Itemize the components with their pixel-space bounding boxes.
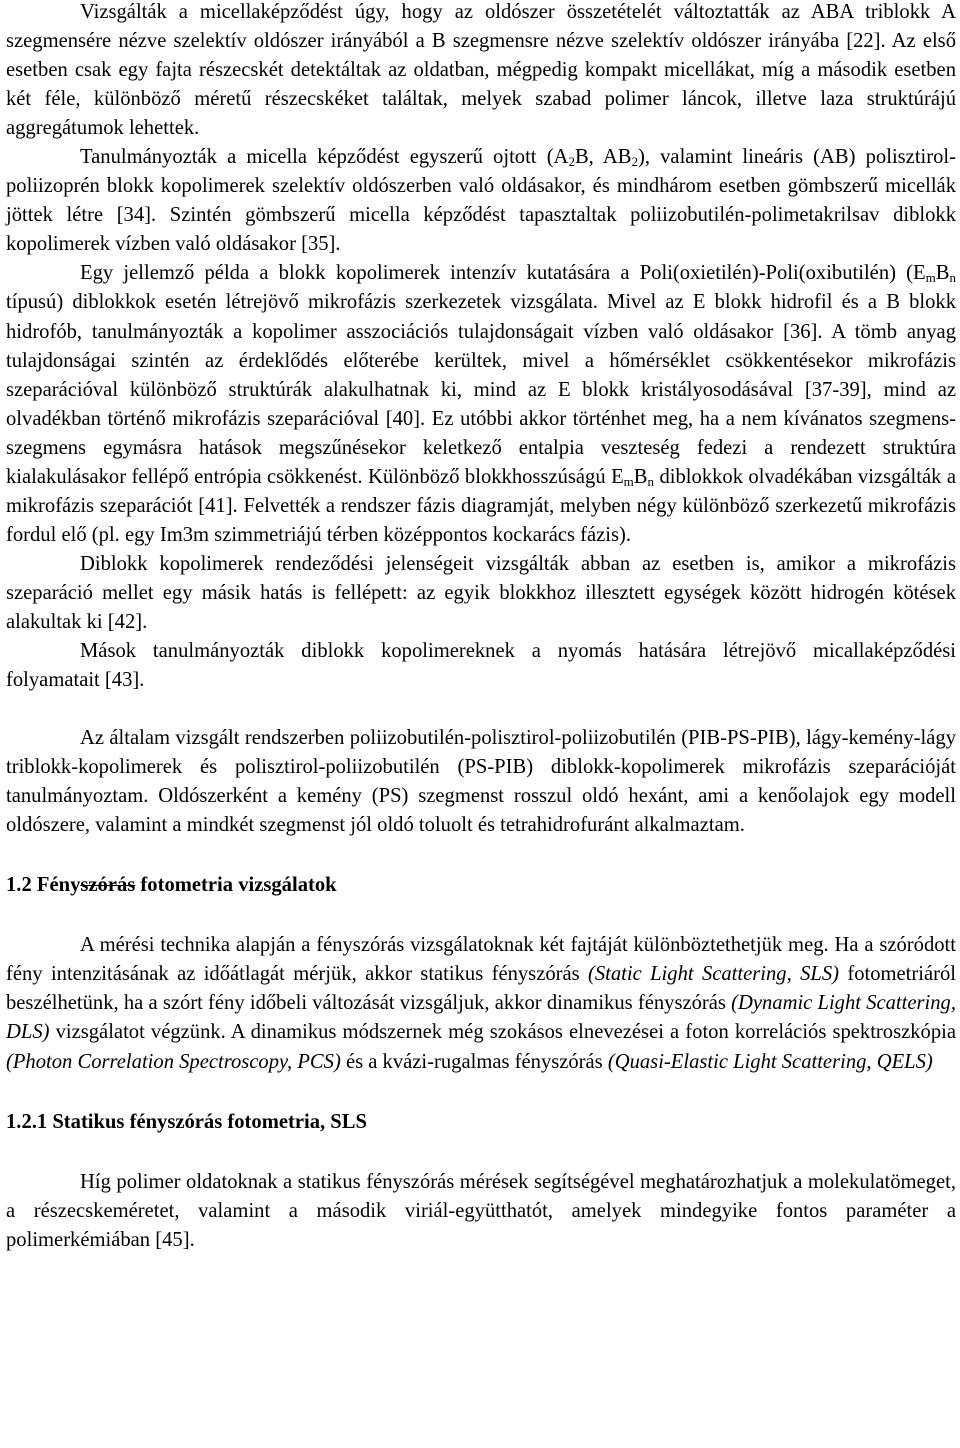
subscript: m	[623, 473, 634, 489]
text-run: ), valamint lineáris (AB) polisztirol-poliizoprén blokk kopolimerek szelektív oldószerben való oldásakor, és mindhárom esetben gömbszerű micellák jöttek létre [34]. Szintén gömbszerű micella képződést tapasztaltak poliizobutilén-polimetakrilsav diblokk kopolimerek vízben való oldásakor [35].	[6, 146, 957, 256]
document-page	[6, 0, 956, 1255]
text-run: és a kvázi-rugalmas fényszórás	[340, 1050, 608, 1073]
spacer	[6, 840, 956, 871]
subscript: n	[647, 473, 655, 489]
text-run: fotometriáról beszélhetünk, ha a szórt fény időbeli változását vizsgáljuk, akkor dinamikus fényszórás	[6, 963, 956, 1015]
heading-struck-text: szórás	[80, 874, 136, 897]
spacer	[6, 695, 956, 724]
paragraph-micelle-solvent: Vizsgálták a micellaképződést úgy, hogy az oldószer összetételét változtatták az ABA triblokk A szegmensére nézve szelektív oldószer irányából a B szegmensre nézve szelektív oldószer irányába [22]. Az első esetben csak egy fajta részecskét detektáltak az oldatban, mégpedig kompakt micellákat, míg a második esetben két féle, különböző méretű részecskéket találtak, melyek szabad polimer láncok, illetve laza struktúrájú aggregátumok lehettek.	[6, 1, 956, 140]
paragraph-pressure-micelle: Mások tanulmányozták diblokk kopolimereknek a nyomás hatására létrejövő micallaképződési folyamatait [43].	[6, 640, 956, 692]
section-heading-sls: 1.2.1 Statikus fényszórás fotometria, SLS	[6, 1110, 367, 1133]
italic-term: (Quasi-Elastic Light Scattering, QELS)	[607, 1050, 933, 1073]
text-run: Egy jellemző példa a blokk kopolimerek intenzív kutatására a Poli(oxietilén)-Poli(oxibutilén) (E	[80, 262, 926, 285]
text-run: diblokkok olvadékában vizsgálták a mikrofázis szeparációt [41]. Felvették a rendszer fázis diagramját, melyben négy különböző szerkezetű mikrofázis fordul elő (pl. egy Im3m szimmetriájú térben középpontos kockarács fázis).	[6, 465, 957, 546]
paragraph-own-system: Az általam vizsgált rendszerben poliizobutilén-polisztirol-poliizobutilén (PIB-PS-PIB), lágy-kemény-lágy triblokk-kopolimerek és polisztirol-poliizobutilén (PS-PIB) diblokk-kopolimerek mikrofázis szeparációját tanulmányoztam. Oldószerként a kemény (PS) szegmenst rosszul oldó hexánt, ami a kenőolajok egy modell oldószere, valamint a mindkét szegmenst jól oldó toluolt és tetrahidrofuránt alkalmaztam.	[6, 727, 956, 837]
text-run: A mérési technika alapján a fényszórás vizsgálatoknak két fajtáját különböztethetjük meg. Ha a szóródott fény intenzitásának az időátlagát mérjük, akkor statikus fényszórás	[6, 934, 956, 986]
text-run: B	[935, 262, 950, 285]
paragraph-hydrogen-bonds: Diblokk kopolimerek rendeződési jelenségeit vizsgálták abban az esetben is, amikor a mikrofázis szeparáció mellet egy másik hatás is fellépett: az egyik blokkhoz illesztett egységek között hidrogén kötések alakultak ki [42].	[6, 552, 956, 633]
spacer	[6, 1137, 956, 1168]
subscript: 2	[568, 154, 575, 170]
section-heading-light-scattering	[6, 871, 956, 900]
paragraph-graft-copolymers	[6, 143, 956, 259]
text-run: Tanulmányozták a micella képződést egyszerű ojtott (A	[80, 146, 569, 169]
subscript: n	[949, 270, 956, 286]
spacer	[6, 900, 956, 931]
subscript: 2	[631, 154, 638, 170]
subscript: m	[925, 270, 936, 286]
text-run: vizsgálatot végzünk. A dinamikus módszernek még szokásos elnevezései a foton korrelációs spektroszkópia	[49, 1021, 956, 1044]
italic-term: (Dynamic Light Scattering, DLS)	[6, 992, 956, 1044]
paragraph-emb-n-diblocks	[6, 259, 956, 549]
italic-term: (Static Light Scattering, SLS)	[588, 963, 839, 986]
paragraph-measurement-techniques	[6, 931, 956, 1076]
heading-text: fotometria vizsgálatok	[135, 874, 337, 897]
text-run: típusú) diblokkok esetén létrejövő mikrofázis szerkezetek vizsgálata. Mivel az E blokk hidrofil és a B blokk hidrofób, tanulmányozták a kopolimer asszociációs tulajdonságait vízben való oldásakor [36]. A tömb anyag tulajdonságai szintén az érdeklődés előterébe kerültek, mivel a hőmérséklet csökkentésekor mikrofázis szeparációval különböző struktúrák alakulhatnak ki, mind az E blokk kristályosodásával [37-39], mind az olvadékban történő mikrofázis szeparációval [40]. Ez utóbbi akkor történhet meg, ha a nem kívánatos szegmens-szegmens egymásra hatások megszűnésekor keletkező entalpia veszteség fedezi a rendezett struktúra kialakulásakor fellépő entrópia csökkenést. Különböző blokkhosszúságú E	[6, 291, 956, 488]
text-run: B, AB	[574, 146, 632, 169]
heading-text: 1.2 Fény	[6, 874, 81, 897]
spacer	[6, 1077, 956, 1108]
italic-term: (Photon Correlation Spectroscopy, PCS)	[6, 1050, 341, 1073]
paragraph-dilute-solutions: Híg polimer oldatoknak a statikus fényszórás mérések segítségével meghatározhatjuk a molekulatömeget, a részecskeméretet, valamint a második viriál-együtthatót, amelyek mindegyike fontos paraméter a polimerkémiában [45].	[6, 1170, 956, 1251]
text-run: B	[633, 465, 648, 488]
